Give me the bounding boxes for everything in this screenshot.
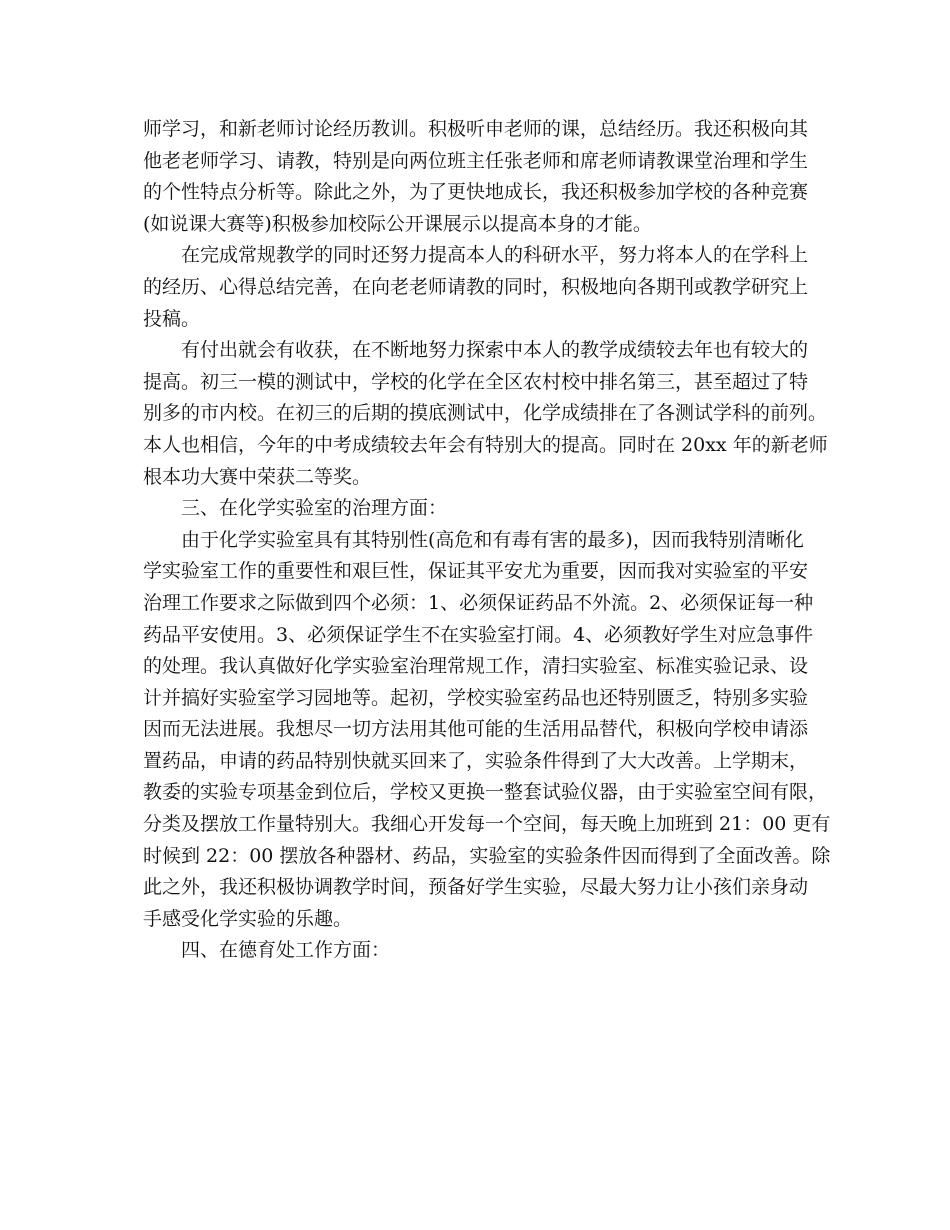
text-line: 分类及摆放工作量特别大。我细心开发每一个空间，每天晚上加班到 21：00 更有	[143, 813, 831, 836]
paragraph	[143, 335, 828, 493]
document-body	[143, 114, 831, 967]
text-line: 此之外，我还积极协调教学时间，预备好学生实验，尽最大努力让小孩们亲身动	[143, 876, 809, 899]
text-line: 的个性特点分析等。除此之外，为了更快地成长，我还积极参加学校的各种竞赛	[143, 181, 809, 204]
text-line: 治理工作要求之际做到四个必须：1、必须保证药品不外流。2、必须保证每一种	[143, 591, 814, 614]
text-line: 投稿。	[143, 307, 201, 330]
text-line: 提高。初三一模的测试中，学校的化学在全区农村校中排名第三，甚至超过了特	[143, 370, 809, 393]
paragraph	[143, 493, 807, 525]
text-line: 师学习，和新老师讨论经历教训。积极听申老师的课，总结经历。我还积极向其	[143, 118, 809, 140]
paragraph	[143, 240, 807, 335]
text-line: 本人也相信，今年的中考成绩较去年会有特别大的提高。同时在 20xx 年的新老师	[143, 433, 828, 456]
text-line: 由于化学实验室具有其特别性(高危和有毒有害的最多)，因而我特别清晰化	[181, 528, 804, 551]
text-line: 根本功大赛中荣获二等奖。	[143, 465, 372, 488]
text-line: 学实验室工作的重要性和艰巨性，保证其平安尤为重要，因而我对实验室的平安	[143, 560, 809, 583]
text-line: 有付出就会有收获，在不断地努力探索中本人的教学成绩较去年也有较大的	[181, 339, 809, 362]
text-line: 药品平安使用。3、必须保证学生不在实验室打闹。4、必须教好学生对应急事件	[143, 623, 814, 646]
text-line: 置药品，申请的药品特别快就买回来了，实验条件得到了大大改善。上学期末，	[143, 749, 809, 772]
text-line: 的经历、心得总结完善，在向老老师请教的同时，积极地向各期刊或教学研究上	[143, 275, 809, 298]
text-line: 手感受化学实验的乐趣。	[143, 907, 353, 930]
text-line: 他老老师学习、请教，特别是向两位班主任张老师和席老师请教课堂治理和学生	[143, 149, 809, 172]
paragraph	[143, 114, 807, 240]
text-line: 时候到 22：00 摆放各种器材、药品，实验室的实验条件因而得到了全面改善。除	[143, 844, 831, 867]
paragraph	[143, 935, 807, 967]
text-line: 在完成常规教学的同时还努力提高本人的科研水平，努力将本人的在学科上	[181, 244, 809, 267]
text-line: 计并搞好实验室学习园地等。起初，学校实验室药品也还特别匮乏，特别多实验	[143, 686, 809, 709]
paragraph	[143, 525, 831, 936]
text-line: (如说课大赛等)积极参加校际公开课展示以提高本身的才能。	[143, 212, 652, 235]
text-line: 教委的实验专项基金到位后，学校又更换一整套试验仪器，由于实验室空间有限，	[143, 781, 828, 804]
text-line: 的处理。我认真做好化学实验室治理常规工作，清扫实验室、标准实验记录、设	[143, 655, 809, 678]
text-line: 别多的市内校。在初三的后期的摸底测试中，化学成绩排在了各测试学科的前列。	[143, 402, 828, 425]
text-line: 四、在德育处工作方面：	[181, 939, 391, 962]
text-line: 因而无法进展。我想尽一切方法用其他可能的生活用品替代，积极向学校申请添	[143, 718, 809, 741]
text-line: 三、在化学实验室的治理方面：	[181, 497, 448, 520]
